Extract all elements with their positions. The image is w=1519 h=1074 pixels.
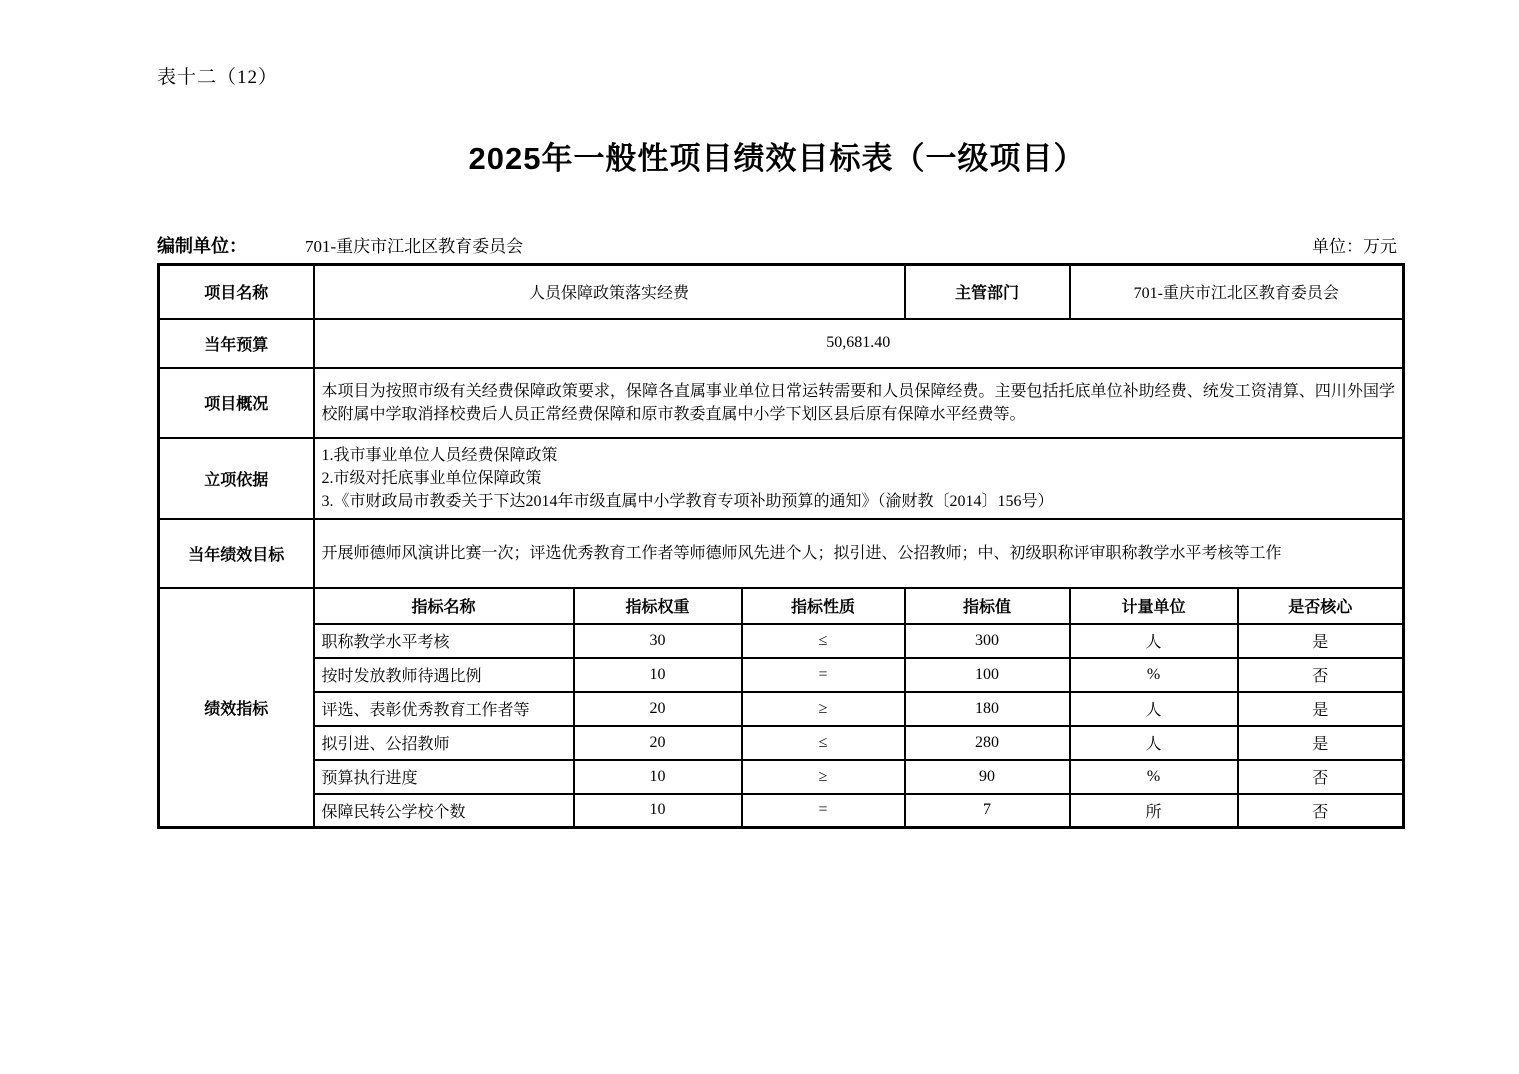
indicator-value: 7 [905,794,1070,828]
indicator-nature: = [742,658,905,692]
basis-line-2: 2.市级对托底事业单位保障政策 [321,469,542,487]
indicator-core: 是 [1238,624,1404,658]
indicator-name: 按时发放教师待遇比例 [314,658,574,692]
indicator-name: 预算执行进度 [314,760,574,794]
indicator-value: 280 [905,726,1070,760]
indicator-name: 拟引进、公招教师 [314,726,574,760]
budget-value: 50,681.40 [314,319,1404,368]
indicator-row [159,794,1404,828]
indicator-row [159,658,1404,692]
indicator-weight: 10 [574,760,742,794]
indicator-row [159,726,1404,760]
compile-unit-value: 701-重庆市江北区教育委员会 [305,237,524,256]
compile-unit-label: 编制单位： [157,236,247,256]
meta-row [157,232,1397,258]
indicator-nature: ≥ [742,760,905,794]
indicator-unit: 人 [1070,726,1238,760]
performance-target-table [157,263,1405,829]
indicator-header-core: 是否核心 [1238,588,1404,624]
indicator-weight: 10 [574,794,742,828]
indicator-value: 300 [905,624,1070,658]
indicator-core: 是 [1238,692,1404,726]
indicator-nature: = [742,794,905,828]
table-row [159,368,1404,438]
indicator-unit: % [1070,760,1238,794]
indicator-value: 90 [905,760,1070,794]
indicator-unit: % [1070,658,1238,692]
goal-value: 开展师德师风演讲比赛一次；评选优秀教育工作者等师德师风先进个人；拟引进、公招教师；中、初级职称评审职称教学水平考核等工作 [314,519,1404,588]
indicator-header-nature: 指标性质 [742,588,905,624]
table-row [159,265,1404,319]
indicator-unit: 所 [1070,794,1238,828]
indicator-unit: 人 [1070,692,1238,726]
table-row [159,519,1404,588]
project-name-value: 人员保障政策落实经费 [314,265,905,319]
indicator-value: 180 [905,692,1070,726]
budget-label: 当年预算 [159,319,314,368]
indicator-weight: 20 [574,726,742,760]
indicator-nature: ≤ [742,624,905,658]
indicator-core: 否 [1238,794,1404,828]
unit-note: 单位：万元 [1312,237,1397,256]
overview-label: 项目概况 [159,368,314,438]
basis-line-1: 1.我市事业单位人员经费保障政策 [321,446,558,464]
indicator-weight: 30 [574,624,742,658]
indicator-header-value: 指标值 [905,588,1070,624]
indicator-nature: ≤ [742,726,905,760]
table-row [159,438,1404,519]
project-name-label: 项目名称 [159,265,314,319]
indicator-nature: ≥ [742,692,905,726]
indicator-row [159,760,1404,794]
indicator-name: 保障民转公学校个数 [314,794,574,828]
indicator-core: 否 [1238,760,1404,794]
indicator-name: 评选、表彰优秀教育工作者等 [314,692,574,726]
indicator-weight: 10 [574,658,742,692]
indicators-label: 绩效指标 [159,588,314,828]
indicator-row [159,692,1404,726]
dept-value: 701-重庆市江北区教育委员会 [1070,265,1404,319]
indicator-value: 100 [905,658,1070,692]
indicator-core: 否 [1238,658,1404,692]
indicator-weight: 20 [574,692,742,726]
indicator-header-name: 指标名称 [314,588,574,624]
page-title: 2025年一般性项目绩效目标表（一级项目） [468,141,1086,176]
indicator-row [159,624,1404,658]
dept-label: 主管部门 [905,265,1070,319]
basis-label: 立项依据 [159,438,314,519]
basis-value [314,438,1404,519]
overview-value: 本项目为按照市级有关经费保障政策要求，保障各直属事业单位日常运转需要和人员保障经费。主要包括托底单位补助经费、统发工资清算、四川外国学校附属中学取消择校费后人员正常经费保障和原市教委直属中小学下划区县后原有保障水平经费等。 [314,368,1404,438]
indicator-header-unit: 计量单位 [1070,588,1238,624]
basis-line-3: 3.《市财政局市教委关于下达2014年市级直属中小学教育专项补助预算的通知》（渝财教〔2014〕156号） [321,492,1054,510]
indicator-unit: 人 [1070,624,1238,658]
indicator-name: 职称教学水平考核 [314,624,574,658]
table-row [159,319,1404,368]
corner-label: 表十二（12） [157,67,279,88]
indicator-core: 是 [1238,726,1404,760]
indicator-header-weight: 指标权重 [574,588,742,624]
indicator-header-row [159,588,1404,624]
goal-label: 当年绩效目标 [159,519,314,588]
